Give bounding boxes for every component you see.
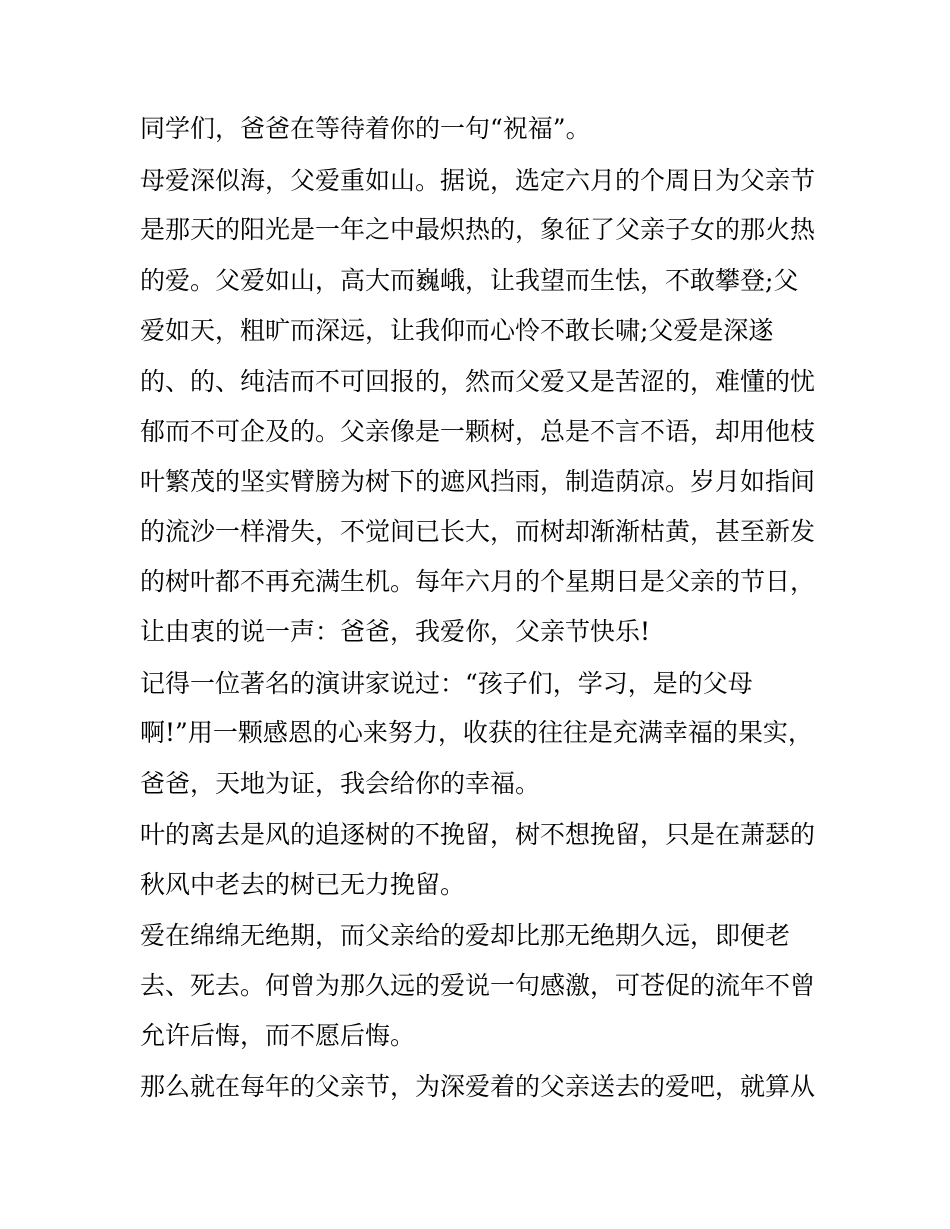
text-line: 秋风中老去的树已无力挽留。 (140, 870, 466, 899)
text-line: 爸爸，天地为证，我会给你的幸福。 (140, 769, 541, 798)
text-line: 去、死去。何曾为那久远的爱说一句感激，可苍促的流年不曾 (140, 971, 816, 1000)
text-line: 允许后悔，而不愿后悔。 (140, 1021, 416, 1050)
text-line: 郁而不可企及的。父亲像是一颗树，总是不言不语，却用他枝 (140, 417, 816, 446)
text-line: 是那天的阳光是一年之中最炽热的，象征了父亲子女的那火热 (140, 215, 816, 244)
text-line: 爱如天，粗旷而深远，让我仰而心怜不敢长啸;父爱是深遂 (140, 316, 774, 345)
text-line: 啊!”用一颗感恩的心来努力，收获的往往是充满幸福的果实， (140, 718, 813, 747)
text-line: 那么就在每年的父亲节，为深爱着的父亲送去的爱吧，就算从 (140, 1072, 816, 1101)
text-line: 的流沙一样滑失，不觉间已长大，而树却渐渐枯黄，甚至新发 (140, 517, 816, 546)
text-line: 的树叶都不再充满生机。每年六月的个星期日是父亲的节日， (140, 567, 816, 596)
text-line: 记得一位著名的演讲家说过：“孩子们，学习，是的父母 (140, 669, 753, 698)
text-line: 的、的、纯洁而不可回报的，然而父爱又是苦涩的，难懂的忧 (140, 367, 816, 396)
text-line: 叶繁茂的坚实臂膀为树下的遮风挡雨，制造荫凉。岁月如指间 (140, 467, 816, 496)
text-line: 叶的离去是风的追逐树的不挽留，树不想挽留，只是在萧瑟的 (140, 820, 816, 849)
text-line: 同学们，爸爸在等待着你的一句“祝福”。 (140, 114, 591, 143)
text-line: 母爱深似海，父爱重如山。据说，选定六月的个周日为父亲节 (140, 166, 816, 195)
text-line: 的爱。父爱如山，高大而巍峨，让我望而生怯，不敢攀登;父 (140, 266, 799, 295)
text-line: 爱在绵绵无绝期，而父亲给的爱却比那无绝期久远，即便老 (140, 921, 791, 950)
text-line: 让由衷的说一声：爸爸，我爱你，父亲节快乐! (140, 617, 651, 646)
